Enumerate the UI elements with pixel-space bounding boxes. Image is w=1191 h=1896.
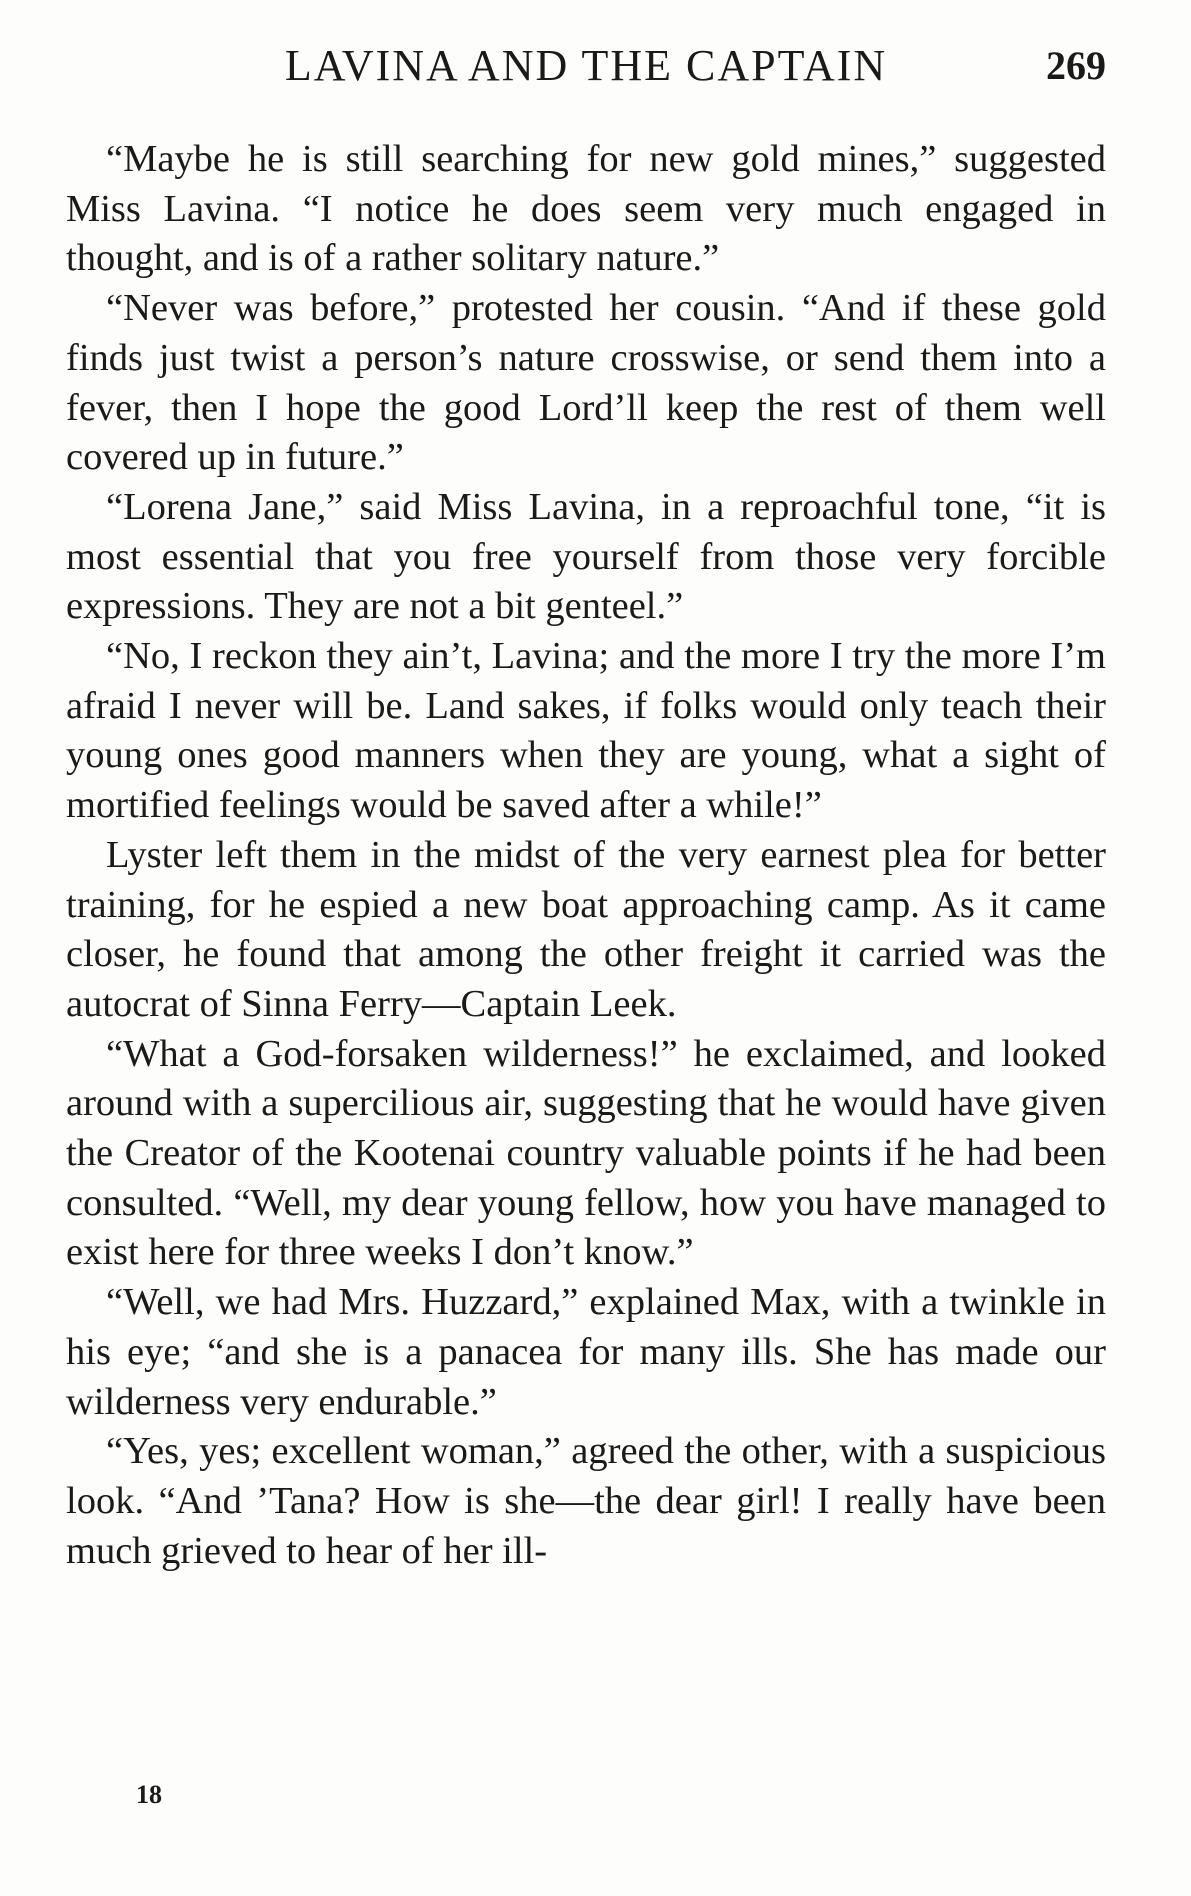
signature-mark: 18 [136,1780,162,1809]
paragraph: “Lorena Jane,” said Miss Lavina, in a reproachful tone, “it is most essential that you free yourself from those very forcible expressions. They are not a bit genteel.” [66,485,1106,628]
paragraph: Lyster left them in the midst of the very earnest plea for better training, for he espied a new boat approaching camp. As it came closer, he found that among the other freight it carried was the autocrat of Sinna Ferry—Captain Leek. [66,833,1106,1025]
paragraph: “Maybe he is still searching for new gold mines,” suggested Miss Lavina. “I notice he does seem very much engaged in thought, and is of a rather solitary nature.” [66,138,1106,280]
paragraph: “Yes, yes; excellent woman,” agreed the other, with a suspicious look. “And ’Tana? How is she—the dear girl! I really have been much grieved to hear of her ill- [66,1430,1106,1572]
paragraph: “What a God-forsaken wilderness!” he exclaimed, and looked around with a supercilious air, suggesting that he would have given the Creator of the Kootenai country valuable points if he had been consulted. “Well, my dear young fellow, how you have managed to exist here for three weeks I don’t know.” [66,1032,1106,1274]
paragraph: “Well, we had Mrs. Huzzard,” explained Max, with a twinkle in his eye; “and she is a panacea for many ills. She has made our wilderness very endurable.” [66,1281,1106,1423]
paragraph: “Never was before,” protested her cousin. “And if these gold finds just twist a person’s nature crosswise, or send them into a fever, then I hope the good Lord’ll keep the rest of them well covered up in future.” [66,287,1106,479]
running-head [66,36,1106,96]
page-number: 269 [1046,43,1106,88]
paragraph: “No, I reckon they ain’t, Lavina; and the more I try the more I’m afraid I never will be. Land sakes, if folks would only teach their young ones good manners when they are young, what a sight of mortified feelings would be saved after a while!” [66,635,1106,827]
body-text [66,135,1106,1576]
running-title: LAVINA AND THE CAPTAIN [284,41,888,90]
